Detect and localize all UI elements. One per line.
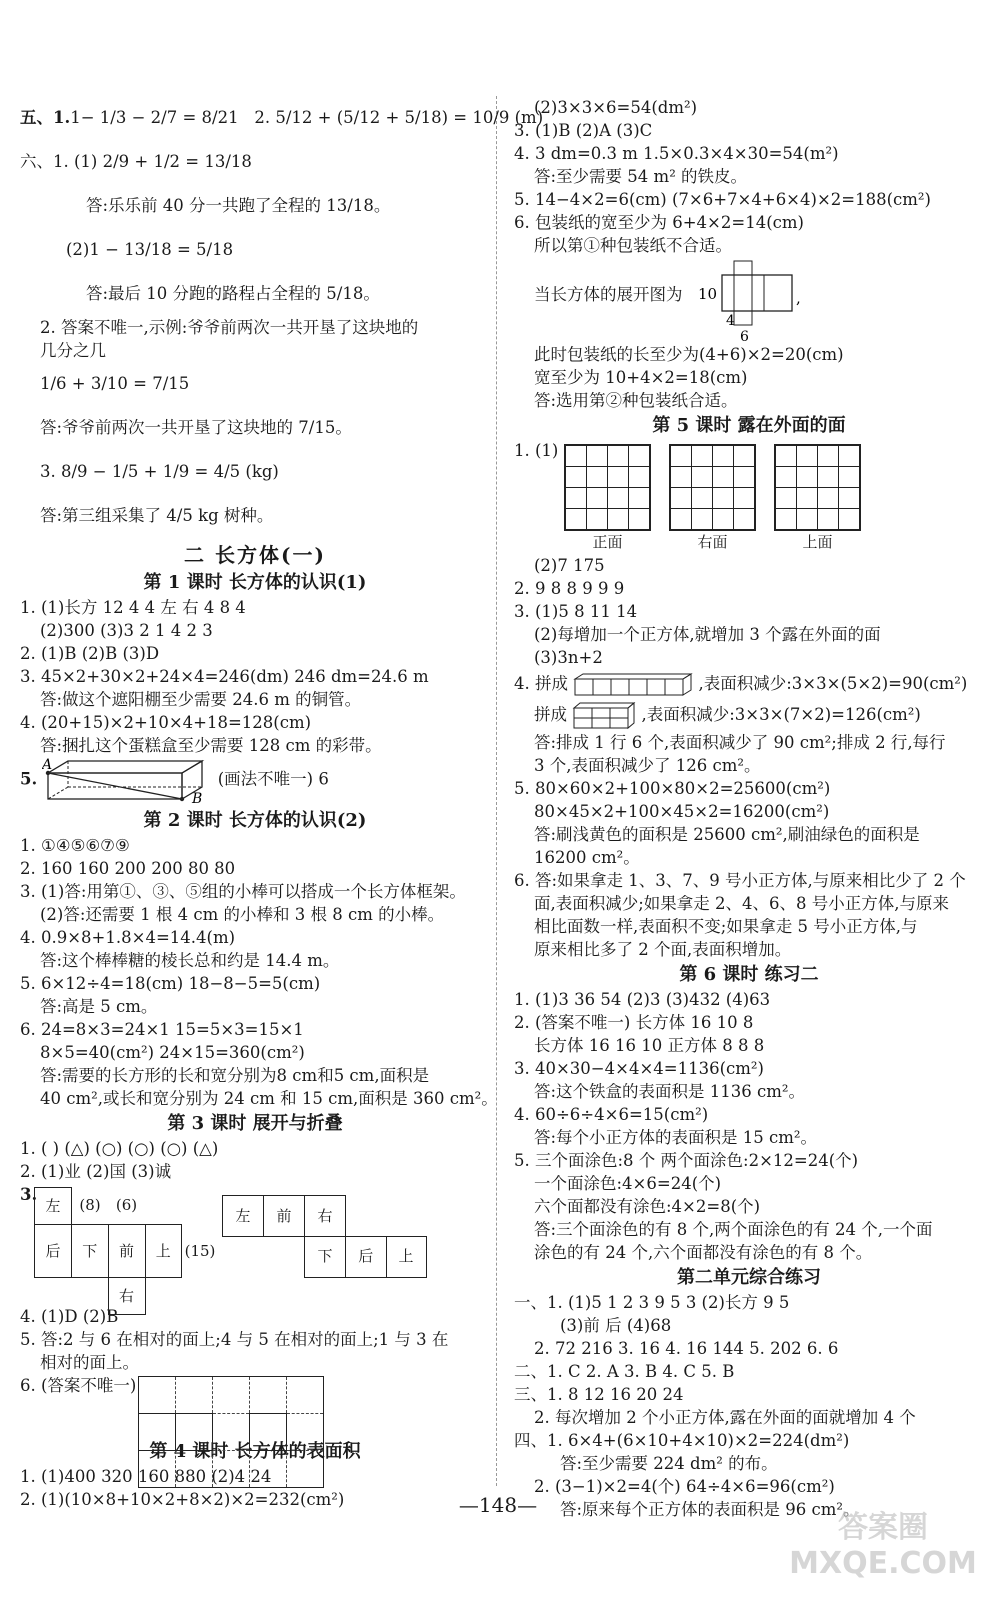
l2-line: 3. (1)答:用第①、③、⑤组的小棒可以搭成一个长方体框架。	[20, 882, 466, 901]
two-rows-of-cubes	[572, 702, 636, 730]
l2-line: (2)答:还需要 1 根 4 cm 的小棒和 3 根 8 cm 的小棒。	[40, 905, 445, 924]
top-view	[774, 444, 861, 554]
r-top-line: 6. 包装纸的宽至少为 6+4×2=14(cm)	[514, 213, 804, 232]
net-label-10: 10	[698, 285, 718, 303]
l5-rest: 6. 答:如果拿走 1、3、7、9 号小正方体,与原来相比少了 2 个	[514, 871, 966, 890]
s5-label: 五、1.	[20, 108, 71, 127]
review-line: 答:原来每个正方体的表面积是 96 cm²。	[560, 1500, 860, 1519]
r-top-line: 所以第①种包装纸不合适。	[534, 236, 732, 255]
l2-line: 1. ①④⑤⑥⑦⑨	[20, 836, 130, 855]
l6-line: 3. 40×30−4×4×4=1136(cm²)	[514, 1059, 764, 1078]
l5-q4b	[514, 699, 984, 731]
point-b-label: B	[192, 791, 203, 803]
review-title: 第二单元综合练习	[677, 1267, 821, 1288]
l5-line: (2)每增加一个正方体,就增加 3 个露在外面的面	[534, 625, 881, 644]
s6-1-answer: 答:乐乐前 40 分一共跑了全程的 13/18。	[86, 196, 391, 215]
l5-q4a-pre: 4. 拼成	[514, 674, 568, 693]
l1-line: 答:捆扎这个蛋糕盒至少需要 128 cm 的彩带。	[40, 736, 382, 755]
net2-b: 前	[264, 1196, 305, 1237]
net1-c2: 下	[72, 1225, 109, 1278]
l3-q3	[20, 1183, 490, 1305]
l6-line: 涂色的有 24 个,六个面都没有涂色的有 8 个。	[534, 1243, 873, 1262]
s6-1-2-answer: 答:最后 10 分跑的路程占全程的 5/18。	[86, 284, 380, 303]
lesson6-title: 第 6 课时 练习二	[679, 964, 819, 985]
l5-rest: 16200 cm²。	[534, 848, 640, 867]
watermark-line-2: MXQE.COM	[789, 1546, 977, 1581]
view-grids	[564, 444, 984, 554]
net2-c: 右	[305, 1196, 346, 1237]
page-number: —148—	[458, 1493, 538, 1517]
l1-q5	[20, 757, 490, 807]
net1-top: 左	[35, 1188, 72, 1225]
r-after-line: 宽至少为 10+4×2=18(cm)	[534, 368, 748, 387]
l1-q5-label: 5.	[20, 769, 38, 789]
s6-1-2: (2)1 − 13/18 = 5/18	[66, 240, 234, 259]
l2-line: 5. 6×12÷4=18(cm) 18−8−5=5(cm)	[20, 974, 321, 993]
s6-2-answer: 答:爷爷前两次一共开垦了这块地的 7/15。	[40, 418, 352, 437]
l3-line-4: 4. (1)D (2)B	[20, 1307, 119, 1326]
lesson3-title: 第 3 课时 展开与折叠	[167, 1113, 343, 1134]
l1-line: (2)300 (3)3 2 1 4 2 3	[40, 621, 213, 640]
s6-3-answer: 答:第三组采集了 4/5 kg 树种。	[40, 506, 274, 525]
l3-q3-label: 3.	[20, 1185, 38, 1204]
right-column	[514, 96, 984, 1521]
l5-rest: 面,表面积减少;如果拿走 2、4、6、8 号小正方体,与原来	[534, 894, 950, 913]
net-label-4: 4	[726, 313, 735, 329]
l5-rest: 80×45×2+100×45×2=16200(cm²)	[534, 802, 830, 821]
l3-q6-label: 6. (答案不唯一)	[20, 1376, 137, 1395]
l1-line: 3. 45×2+30×2+24×4=246(dm) 246 dm=24.6 m	[20, 667, 429, 686]
s5-1-eq: 1− 1/3 − 2/7 = 8/21	[70, 108, 239, 127]
lesson1-title: 第 1 课时 长方体的认识(1)	[143, 572, 367, 593]
unit2-title: 二 长方体(一)	[184, 543, 326, 567]
l4-line-1: 1. (1)400 320 160 880 (2)4 24	[20, 1467, 272, 1486]
review-line: 2. 72 216 3. 16 4. 16 144 5. 202 6. 6	[534, 1339, 839, 1358]
l6-line: 1. (1)3 36 54 (2)3 (3)432 (4)63	[514, 990, 771, 1009]
l6-line: 一个面涂色:4×6=24(个)	[534, 1174, 722, 1193]
l5-line: (3)3n+2	[534, 648, 603, 667]
net-2	[222, 1195, 427, 1278]
right-view-label: 右面	[697, 533, 728, 551]
net2-d: 下	[305, 1237, 346, 1278]
net1-n6: (6)	[115, 1196, 138, 1215]
cuboid-drawing	[42, 757, 212, 803]
l2-line: 答:这个棒棒糖的棱长总和约是 14.4 m。	[40, 951, 340, 970]
front-view	[564, 444, 651, 554]
l2-line: 2. 160 160 200 200 80 80	[20, 859, 236, 878]
net1-c3: 前	[108, 1225, 145, 1278]
l1-line: 答:做这个遮阳棚至少需要 24.6 m 的铜管。	[40, 690, 362, 709]
l2-line: 40 cm²,或长和宽分别为 24 cm 和 15 cm,面积是 360 cm²。	[40, 1089, 498, 1108]
l1-line: 4. (20+15)×2+10×4+18=128(cm)	[20, 713, 312, 732]
l6-line: 2. (答案不唯一) 长方体 16 10 8	[514, 1013, 754, 1032]
review-line: 2. (3−1)×2=4(个) 64÷4×6=96(cm²)	[534, 1477, 835, 1496]
row-of-6-cubes	[573, 673, 693, 697]
lesson5-title: 第 5 课时 露在外面的面	[652, 415, 846, 436]
l5-line: (2)7 175	[534, 556, 605, 575]
review-line: 一、1. (1)5 1 2 3 9 5 3 (2)长方 9 5	[514, 1293, 790, 1312]
net2-f: 上	[386, 1237, 426, 1278]
l3-line-5b: 相对的面上。	[40, 1353, 139, 1372]
l2-line: 答:需要的长方形的长和宽分别为8 cm和5 cm,面积是	[40, 1066, 430, 1085]
net-label-6: 6	[740, 329, 749, 343]
review-line: 二、1. C 2. A 3. B 4. C 5. B	[514, 1362, 735, 1381]
cuboid-net-diagram	[698, 259, 808, 343]
r-top-line: 5. 14−4×2=6(cm) (7×6+7×4+6×4)×2=188(cm²)	[514, 190, 931, 209]
l2-line: 4. 0.9×8+1.8×4=14.4(m)	[20, 928, 236, 947]
review-line: (3)前 后 (4)68	[560, 1316, 672, 1335]
net2-e: 后	[346, 1237, 387, 1278]
r-net-text: 当长方体的展开图为	[534, 285, 683, 304]
l1-q5-note: (画法不唯一) 6	[217, 769, 329, 789]
net1-c1: 后	[35, 1225, 72, 1278]
l2-line: 6. 24=8×3=24×1 15=5×3=15×1	[20, 1020, 304, 1039]
l5-q4a-post: ,表面积减少:3×3×(5×2)=90(cm²)	[698, 674, 968, 693]
r-after-line: 答:选用第②种包装纸合适。	[534, 391, 738, 410]
lesson4-title: 第 4 课时 长方体的表面积	[149, 1441, 361, 1462]
l4-line-2: 2. (1)(10×8+10×2+8×2)×2=232(cm²)	[20, 1490, 345, 1509]
l2-line: 答:高是 5 cm。	[40, 997, 158, 1016]
l5-q4b-post: ,表面积减少:3×3×(7×2)=126(cm²)	[641, 705, 921, 724]
s5-2: 2. 5/12 + (5/12 + 5/18) = 10/9 (m)	[254, 108, 544, 127]
l5-rest: 答:排成 1 行 6 个,表面积减少了 90 cm²;排成 2 行,每行	[534, 733, 946, 752]
l6-line: 答:三个面涂色的有 8 个,两个面涂色的有 24 个,一个面	[534, 1220, 933, 1239]
l6-line: 4. 60÷6÷4×6=15(cm²)	[514, 1105, 709, 1124]
l6-line: 5. 三个面涂色:8 个 两个面涂色:2×12=24(个)	[514, 1151, 859, 1170]
review-line: 四、1. 6×4+(6×10+4×10)×2=224(dm²)	[514, 1431, 850, 1450]
l6-line: 答:这个铁盒的表面积是 1136 cm²。	[534, 1082, 806, 1101]
l5-rest: 3 个,表面积减少了 126 cm²。	[534, 756, 761, 775]
net-3	[138, 1376, 324, 1488]
s6-2b: 几分之几	[40, 341, 106, 360]
s6-2a: 2. 答案不唯一,示例:爷爷前两次一共开垦了这块地的	[40, 318, 419, 337]
l6-line: 长方体 16 16 10 正方体 8 8 8	[534, 1036, 765, 1055]
l1-line: 2. (1)B (2)B (3)D	[20, 644, 160, 663]
s6-2c: 1/6 + 3/10 = 7/15	[40, 374, 190, 393]
review-line: 2. 每次增加 2 个小正方体,露在外面的面就增加 4 个	[534, 1408, 916, 1427]
r-net-row	[514, 257, 984, 343]
watermark-line-1: 答案圈	[838, 1510, 928, 1545]
review-line: 答:至少需要 224 dm² 的布。	[560, 1454, 778, 1473]
net1-n15: (15)	[184, 1241, 216, 1260]
net1-bottom: 右	[108, 1278, 145, 1315]
front-view-label: 正面	[592, 533, 623, 551]
s6-3: 3. 8/9 − 1/5 + 1/9 = 4/5 (kg)	[40, 462, 279, 481]
s5-line	[20, 96, 544, 140]
l5-rest: 原来相比多了 2 个面,表面积增加。	[534, 940, 792, 959]
watermark-logo	[778, 1510, 988, 1590]
net-1	[34, 1187, 219, 1315]
r-top-line: (2)3×3×6=54(dm²)	[534, 98, 698, 117]
l5-q4a	[514, 669, 984, 699]
s6-1: 六、1. (1) 2/9 + 1/2 = 13/18	[20, 152, 252, 171]
l5-q1-label: 1. (1)	[514, 441, 559, 460]
r-top-line: 4. 3 dm=0.3 m 1.5×0.3×4×30=54(m²)	[514, 144, 839, 163]
r-top-line: 3. (1)B (2)A (3)C	[514, 121, 653, 140]
l5-rest: 5. 80×60×2+100×80×2=25600(cm²)	[514, 779, 831, 798]
right-view	[669, 444, 756, 554]
net1-c4: 上	[145, 1225, 182, 1278]
l5-q4b-pre: 拼成	[534, 705, 567, 724]
l6-line: 答:每个小正方体的表面积是 15 cm²。	[534, 1128, 818, 1147]
r-top-line: 答:至少需要 54 m² 的铁皮。	[534, 167, 748, 186]
top-view-label: 上面	[802, 533, 833, 551]
svg-text:,: ,	[796, 289, 801, 307]
l5-line: 3. (1)5 8 11 14	[514, 602, 638, 621]
l5-rest: 相比面数一样,表面积不变;如果拿走 5 号小正方体,与	[534, 917, 918, 936]
review-line: 三、1. 8 12 16 20 24	[514, 1385, 684, 1404]
net1-n8: (8)	[79, 1196, 101, 1215]
l3-line-5a: 5. 答:2 与 6 在相对的面上;4 与 5 在相对的面上;1 与 3 在	[20, 1330, 449, 1349]
l1-line: 1. (1)长方 12 4 4 左 右 4 8 4	[20, 598, 246, 617]
l3-q6	[20, 1374, 490, 1438]
l5-line: 2. 9 8 8 9 9 9	[514, 579, 625, 598]
point-a-label: A	[42, 757, 53, 773]
l6-line: 六个面都没有涂色:4×2=8(个)	[534, 1197, 761, 1216]
l3-line-1: 1. ( ) (△) (○) (○) (○) (△)	[20, 1139, 219, 1158]
l2-line: 8×5=40(cm²) 24×15=360(cm²)	[40, 1043, 305, 1062]
l3-line-2: 2. (1)业 (2)国 (3)诚	[20, 1162, 172, 1181]
net2-a: 左	[223, 1196, 264, 1237]
column-divider	[496, 96, 497, 1486]
l5-rest: 答:刷浅黄色的面积是 25600 cm²,刷油绿色的面积是	[534, 825, 920, 844]
lesson2-title: 第 2 课时 长方体的认识(2)	[143, 810, 367, 831]
r-after-line: 此时包装纸的长至少为(4+6)×2=20(cm)	[534, 345, 844, 364]
